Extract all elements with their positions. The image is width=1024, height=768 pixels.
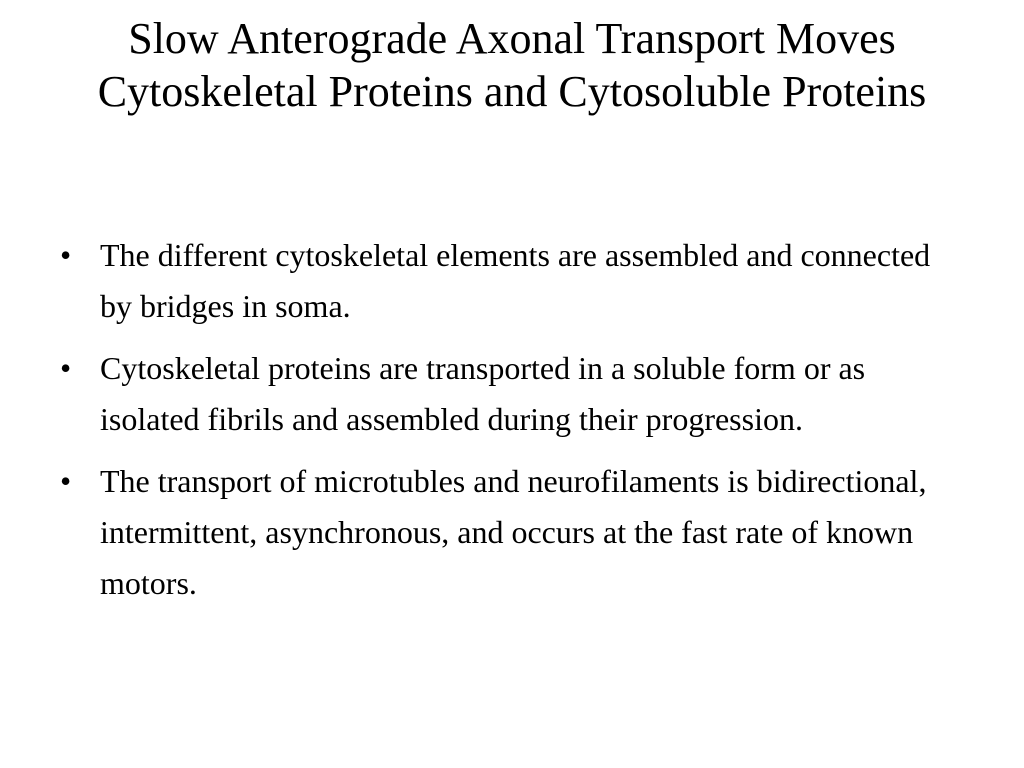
bullet-text: The transport of microtubles and neurofilaments is bidirectional, intermittent, asynchronous, and occurs at the fast rate of known motors. (100, 463, 927, 601)
bullet-item (60, 343, 970, 445)
bullet-icon: • (60, 463, 72, 499)
bullet-icon: • (60, 350, 72, 386)
bullet-list (60, 230, 970, 620)
bullet-item (60, 230, 970, 332)
bullet-item (60, 456, 970, 609)
slide-title: Slow Anterograde Axonal Transport Moves Cytoskeletal Proteins and Cytosoluble Proteins (97, 14, 927, 116)
bullet-icon: • (60, 237, 72, 273)
bullet-text: Cytoskeletal proteins are transported in a soluble form or as isolated fibrils and assembled during their progression. (100, 350, 866, 437)
bullet-text: The different cytoskeletal elements are assembled and connected by bridges in soma. (100, 237, 931, 324)
